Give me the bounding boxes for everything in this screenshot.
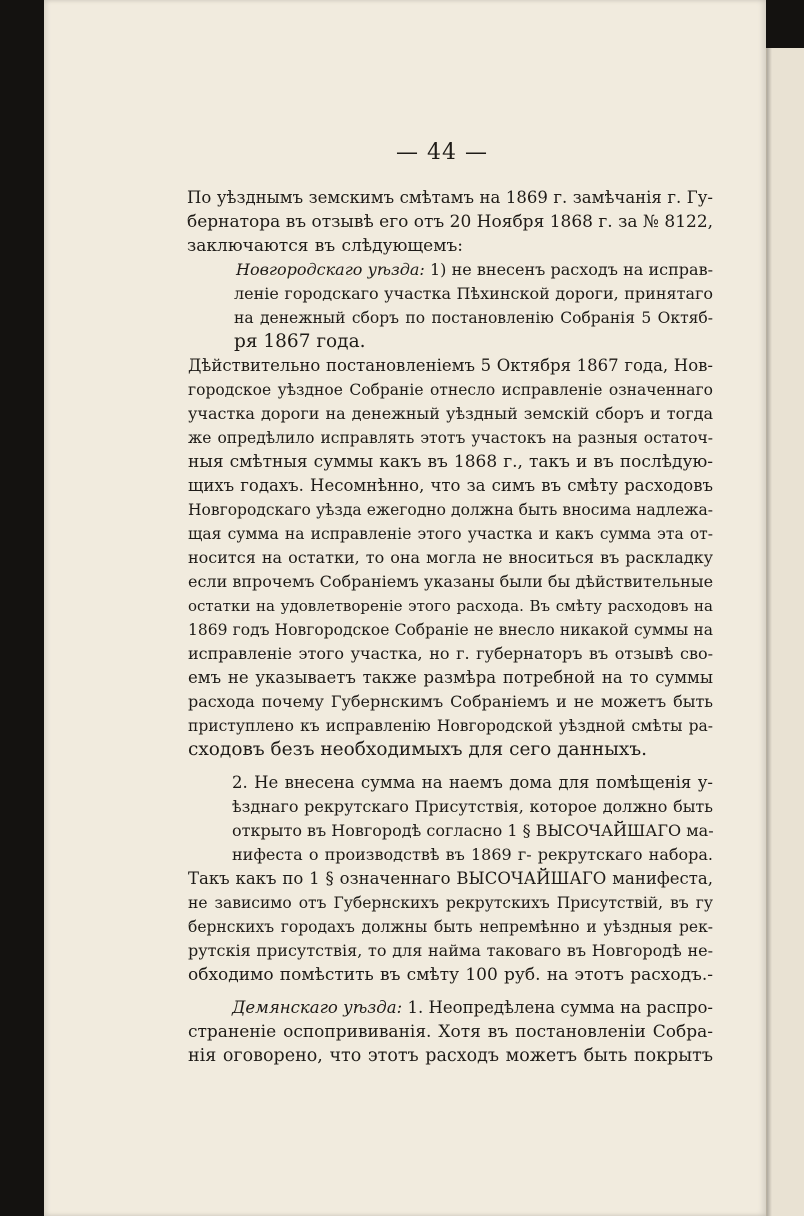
line-text: щая сумма на исправленіе этого участка и какъ сумма эта от- bbox=[188, 525, 713, 543]
line-text: заключаются въ слѣдующемъ: bbox=[187, 236, 463, 256]
text-line-22 bbox=[188, 690, 713, 716]
line-text: приступлено къ исправленію Новгородской уѣздной смѣты ра- bbox=[188, 717, 713, 735]
line-text: расхода почему Губернскимъ Собраніемъ и не можетъ быть bbox=[188, 692, 713, 711]
text-line-23 bbox=[188, 714, 713, 740]
line-text: страненіе оспопрививанія. Хотя въ постановленіи Собра- bbox=[188, 1022, 713, 1042]
text-line-5 bbox=[234, 282, 713, 308]
text-line-36 bbox=[188, 1044, 713, 1070]
line-text: нія оговорено, что этотъ расходъ можетъ быть покрытъ bbox=[188, 1046, 713, 1066]
text-line-4 bbox=[236, 258, 713, 284]
section-heading: Новгородскаго уѣзда: bbox=[236, 260, 425, 279]
line-text: леніе городскаго участка Пѣхинской дороги, принятаго bbox=[234, 284, 713, 303]
line-text: остатки на удовлетвореніе этого расхода. Въ смѣту расходовъ на bbox=[188, 597, 713, 615]
line-text: нифеста о производствѣ въ 1869 г- рекрутскаго набора. bbox=[232, 845, 713, 864]
text-line-8 bbox=[188, 354, 713, 380]
line-text: 1869 годъ Новгородское Собраніе не внесло никакой суммы на bbox=[188, 621, 713, 639]
line-text: участка дороги на денежный уѣздный земскій сборъ и тогда bbox=[188, 404, 713, 423]
text-line-1 bbox=[187, 186, 713, 212]
text-line-13 bbox=[188, 474, 713, 500]
line-text: Дѣйствительно постановленіемъ 5 Октября 1867 года, Нов- bbox=[188, 356, 713, 375]
text-line-32 bbox=[188, 939, 713, 965]
text-line-27 bbox=[232, 819, 713, 845]
line-text: ря 1867 года. bbox=[234, 331, 366, 352]
line-text: на денежный сборъ по постановленію Собранія 5 Октяб- bbox=[234, 309, 713, 327]
text-line-14 bbox=[188, 498, 713, 524]
text-line-35 bbox=[188, 1020, 713, 1046]
text-line-12 bbox=[188, 450, 713, 476]
line-text: открыто въ Новгородѣ согласно 1 § ВЫСОЧАЙШАГО ма- bbox=[232, 821, 714, 840]
text-line-21 bbox=[188, 666, 713, 692]
text-line-18 bbox=[188, 594, 713, 620]
line-text: если впрочемъ Собраніемъ указаны были бы дѣйствительные bbox=[188, 572, 714, 591]
line-text: исправленіе этого участка, но г. губернаторъ въ отзывѣ сво- bbox=[188, 644, 713, 663]
section-heading: Демянскаго уѣзда: bbox=[232, 998, 403, 1017]
text-line-24 bbox=[188, 738, 647, 764]
line-text: городское уѣздное Собраніе отнесло исправленіе означеннаго bbox=[188, 381, 713, 399]
line-text: щихъ годахъ. Несомнѣнно, что за симъ въ смѣту расходовъ bbox=[188, 476, 713, 495]
line-text: носится на остатки, то она могла не вноситься въ раскладку bbox=[188, 548, 713, 567]
text-line-19 bbox=[188, 618, 713, 644]
line-text: ѣзднаго рекрутскаго Присутствія, которое должно быть bbox=[232, 797, 713, 816]
line-text: же опредѣлило исправлять этотъ участокъ на разныя остаточ- bbox=[188, 429, 713, 447]
line-text: бернскихъ городахъ должны быть непремѣнно и уѣздныя рек- bbox=[188, 918, 713, 936]
text-line-20 bbox=[188, 642, 713, 668]
text-line-28 bbox=[232, 843, 713, 869]
text-line-30 bbox=[188, 891, 713, 917]
line-text: не зависимо отъ Губернскихъ рекрутскихъ Присутствій, въ гу bbox=[188, 894, 713, 912]
line-text: обходимо помѣстить въ смѣту 100 руб. на этотъ расходъ.- bbox=[188, 965, 713, 985]
text-line-25 bbox=[232, 771, 713, 797]
line-text: рутскія присутствія, то для найма таковаго въ Новгородѣ не- bbox=[188, 941, 713, 960]
line-text: По уѣзднымъ земскимъ смѣтамъ на 1869 г. замѣчанія г. Гу- bbox=[187, 188, 713, 207]
text-line-31 bbox=[188, 915, 713, 941]
text-line-33 bbox=[188, 963, 713, 989]
line-text: емъ не указываетъ также размѣра потребной на то суммы bbox=[188, 668, 713, 687]
line-text: Такъ какъ по 1 § означеннаго ВЫСОЧАЙШАГО манифеста, bbox=[188, 869, 713, 888]
text-line-34 bbox=[232, 996, 713, 1022]
line-text: Новгородскаго уѣзда ежегодно должна быть вносима надлежа- bbox=[188, 501, 713, 519]
text-line-7 bbox=[234, 330, 366, 356]
page-number: — 44 — bbox=[396, 140, 488, 165]
text-line-9 bbox=[188, 378, 713, 404]
text-line-16 bbox=[188, 546, 713, 572]
text-line-17 bbox=[188, 570, 713, 596]
line-text: ныя смѣтныя суммы какъ въ 1868 г., такъ и въ послѣдую- bbox=[188, 452, 713, 472]
text-line-11 bbox=[188, 426, 713, 452]
line-text: сходовъ безъ необходимыхъ для сего данныхъ. bbox=[188, 739, 648, 760]
line-text: бернатора въ отзывѣ его отъ 20 Ноября 1868 г. за № 8122, bbox=[187, 212, 714, 232]
text-line-6 bbox=[234, 306, 713, 332]
line-text: 1. Неопредѣлена сумма на распро- bbox=[402, 998, 713, 1017]
text-line-3 bbox=[187, 234, 463, 260]
text-line-26 bbox=[232, 795, 713, 821]
line-text: 1) не внесенъ расходъ на исправ- bbox=[424, 260, 714, 279]
text-line-29 bbox=[188, 867, 713, 893]
text-line-2 bbox=[187, 210, 713, 236]
text-line-15 bbox=[188, 522, 713, 548]
line-text: 2. Не внесена сумма на наемъ дома для помѣщенія у- bbox=[232, 773, 713, 792]
text-line-10 bbox=[188, 402, 713, 428]
